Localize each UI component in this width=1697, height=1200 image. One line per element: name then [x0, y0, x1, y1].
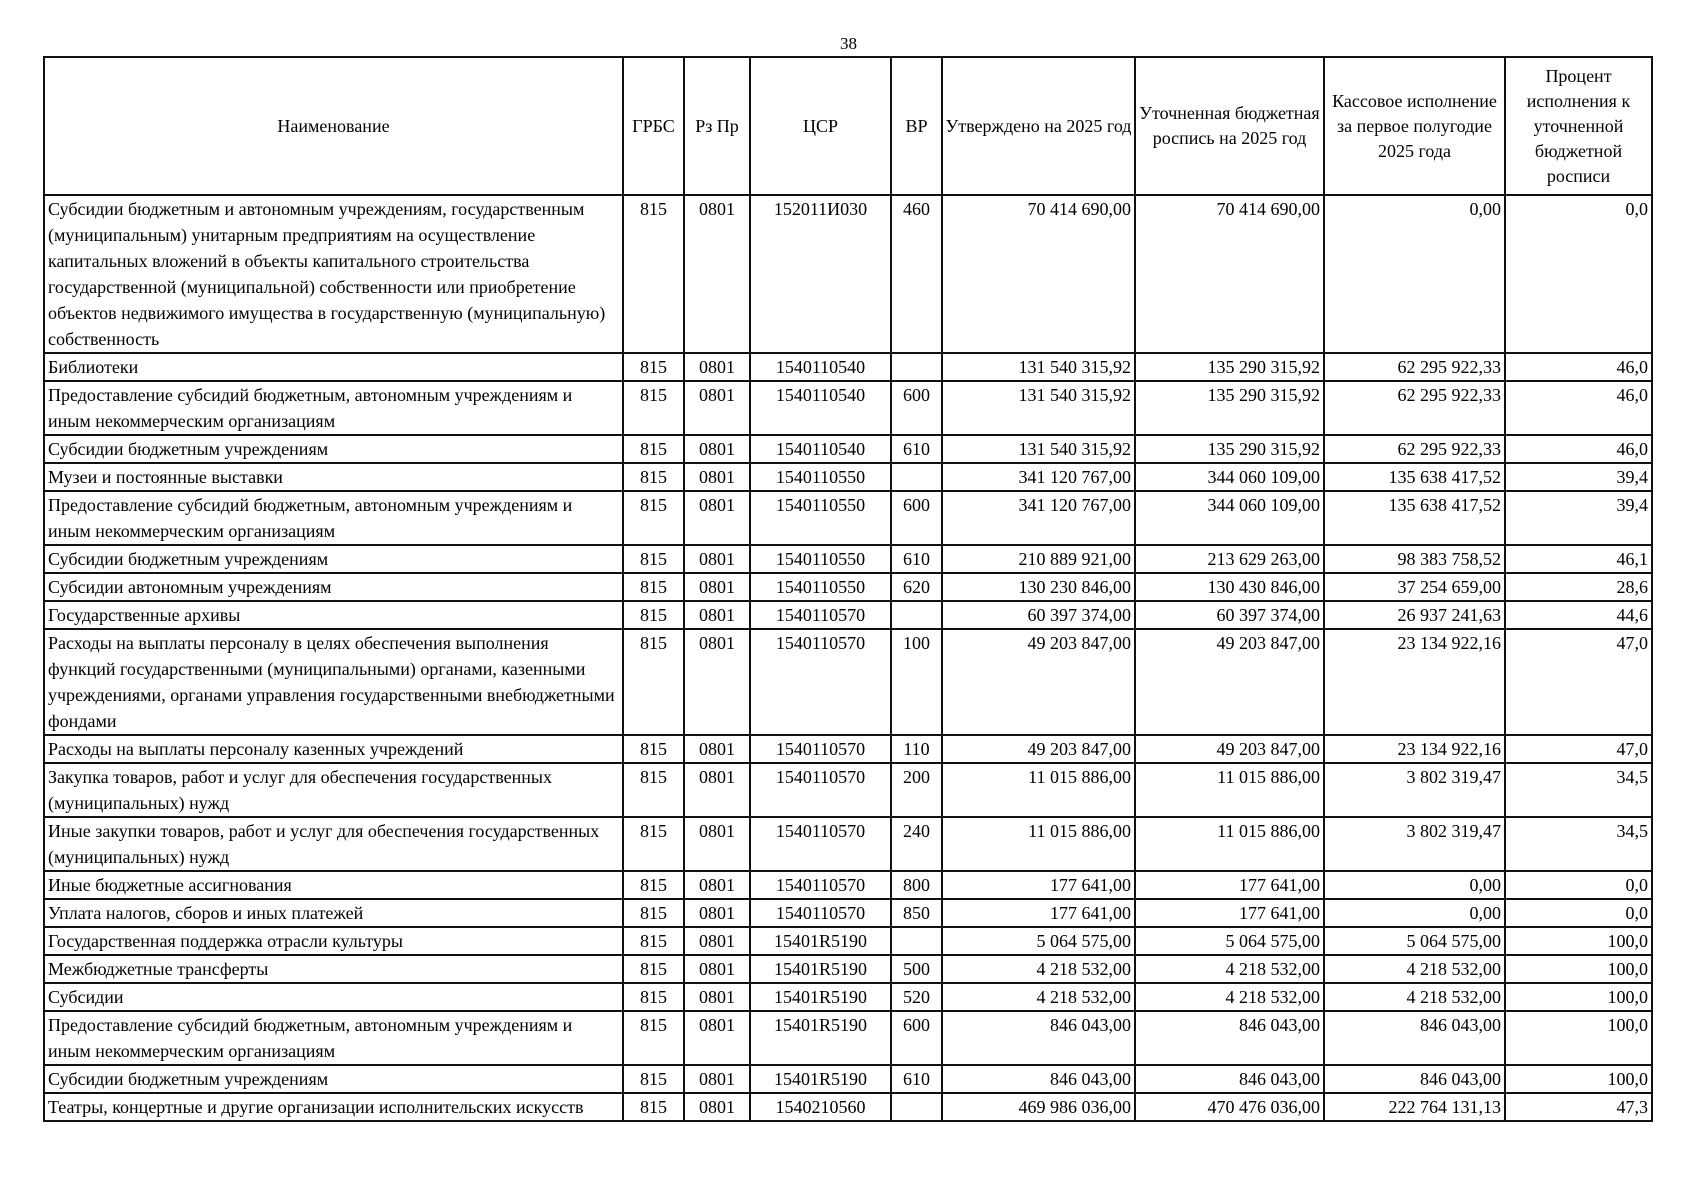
cell-percent: 46,0	[1505, 435, 1652, 463]
cell-vr	[891, 353, 942, 381]
cell-approved: 131 540 315,92	[942, 381, 1135, 435]
header-csr: ЦСР	[750, 57, 891, 195]
cell-grbs: 815	[623, 817, 684, 871]
cell-approved: 210 889 921,00	[942, 545, 1135, 573]
cell-rzpr: 0801	[684, 983, 750, 1011]
cell-vr: 100	[891, 629, 942, 735]
cell-name: Субсидии бюджетным учреждениям	[44, 545, 623, 573]
cell-csr: 1540110570	[750, 629, 891, 735]
cell-percent: 47,3	[1505, 1093, 1652, 1121]
cell-csr: 1540110540	[750, 353, 891, 381]
cell-cash: 222 764 131,13	[1324, 1093, 1505, 1121]
table-row	[44, 601, 1652, 629]
cell-percent: 100,0	[1505, 983, 1652, 1011]
cell-csr: 1540110570	[750, 817, 891, 871]
cell-name: Предоставление субсидий бюджетным, автономным учреждениям и иным некоммерческим организациям	[44, 491, 623, 545]
table-row	[44, 353, 1652, 381]
cell-rzpr: 0801	[684, 871, 750, 899]
cell-percent: 34,5	[1505, 763, 1652, 817]
cell-name: Субсидии автономным учреждениям	[44, 573, 623, 601]
cell-refined: 470 476 036,00	[1135, 1093, 1324, 1121]
header-vr: ВР	[891, 57, 942, 195]
cell-cash: 62 295 922,33	[1324, 381, 1505, 435]
cell-refined: 5 064 575,00	[1135, 927, 1324, 955]
cell-name: Межбюджетные трансферты	[44, 955, 623, 983]
cell-refined: 177 641,00	[1135, 871, 1324, 899]
table-row	[44, 381, 1652, 435]
table-row	[44, 573, 1652, 601]
table-row	[44, 491, 1652, 545]
cell-approved: 341 120 767,00	[942, 463, 1135, 491]
cell-grbs: 815	[623, 491, 684, 545]
page-number: 38	[840, 34, 857, 53]
cell-name: Субсидии бюджетным и автономным учреждениям, государственным (муниципальным) унитарным предприятиям на осуществление капитальных вложений в объекты капитального строительства государственной (муниципальной) собственности или приобретение объектов недвижимого имущества в государственную (муниципальную) собственность	[44, 195, 623, 353]
cell-percent: 46,1	[1505, 545, 1652, 573]
cell-approved: 131 540 315,92	[942, 353, 1135, 381]
table-row	[44, 1093, 1652, 1121]
cell-rzpr: 0801	[684, 545, 750, 573]
header-name: Наименование	[44, 57, 623, 195]
header-grbs: ГРБС	[623, 57, 684, 195]
cell-vr: 460	[891, 195, 942, 353]
cell-grbs: 815	[623, 1093, 684, 1121]
table-row	[44, 983, 1652, 1011]
cell-refined: 344 060 109,00	[1135, 491, 1324, 545]
cell-grbs: 815	[623, 545, 684, 573]
cell-name: Уплата налогов, сборов и иных платежей	[44, 899, 623, 927]
cell-csr: 1540110550	[750, 491, 891, 545]
header-percent: Процент исполнения к уточненной бюджетной росписи	[1505, 57, 1652, 195]
cell-vr: 110	[891, 735, 942, 763]
cell-percent: 34,5	[1505, 817, 1652, 871]
cell-percent: 46,0	[1505, 353, 1652, 381]
cell-approved: 49 203 847,00	[942, 629, 1135, 735]
cell-csr: 1540110570	[750, 899, 891, 927]
cell-name: Предоставление субсидий бюджетным, автономным учреждениям и иным некоммерческим организациям	[44, 1011, 623, 1065]
cell-approved: 4 218 532,00	[942, 983, 1135, 1011]
cell-rzpr: 0801	[684, 1065, 750, 1093]
cell-vr: 610	[891, 1065, 942, 1093]
cell-vr: 520	[891, 983, 942, 1011]
cell-percent: 0,0	[1505, 899, 1652, 927]
table-row	[44, 927, 1652, 955]
cell-name: Иные закупки товаров, работ и услуг для обеспечения государственных (муниципальных) нужд	[44, 817, 623, 871]
cell-percent: 46,0	[1505, 381, 1652, 435]
cell-name: Библиотеки	[44, 353, 623, 381]
table-row	[44, 1011, 1652, 1065]
cell-grbs: 815	[623, 629, 684, 735]
cell-grbs: 815	[623, 871, 684, 899]
table-row	[44, 463, 1652, 491]
cell-grbs: 815	[623, 983, 684, 1011]
cell-refined: 846 043,00	[1135, 1065, 1324, 1093]
cell-cash: 135 638 417,52	[1324, 491, 1505, 545]
cell-cash: 846 043,00	[1324, 1011, 1505, 1065]
cell-vr: 240	[891, 817, 942, 871]
cell-name: Расходы на выплаты персоналу казенных учреждений	[44, 735, 623, 763]
cell-percent: 0,0	[1505, 195, 1652, 353]
cell-grbs: 815	[623, 955, 684, 983]
cell-rzpr: 0801	[684, 763, 750, 817]
cell-csr: 15401R5190	[750, 927, 891, 955]
table-row	[44, 195, 1652, 353]
cell-refined: 213 629 263,00	[1135, 545, 1324, 573]
table-row	[44, 763, 1652, 817]
cell-cash: 37 254 659,00	[1324, 573, 1505, 601]
cell-approved: 469 986 036,00	[942, 1093, 1135, 1121]
cell-csr: 152011И030	[750, 195, 891, 353]
cell-percent: 28,6	[1505, 573, 1652, 601]
cell-cash: 4 218 532,00	[1324, 955, 1505, 983]
header-approved: Утверждено на 2025 год	[942, 57, 1135, 195]
cell-csr: 1540110540	[750, 435, 891, 463]
budget-table	[43, 56, 1653, 1122]
table-row	[44, 817, 1652, 871]
table-row	[44, 545, 1652, 573]
table-row	[44, 735, 1652, 763]
cell-vr: 610	[891, 435, 942, 463]
cell-cash: 62 295 922,33	[1324, 435, 1505, 463]
cell-rzpr: 0801	[684, 573, 750, 601]
header-cash: Кассовое исполнение за первое полугодие 2025 года	[1324, 57, 1505, 195]
cell-percent: 0,0	[1505, 871, 1652, 899]
table-row	[44, 629, 1652, 735]
cell-grbs: 815	[623, 353, 684, 381]
cell-refined: 344 060 109,00	[1135, 463, 1324, 491]
cell-grbs: 815	[623, 381, 684, 435]
cell-grbs: 815	[623, 601, 684, 629]
cell-refined: 49 203 847,00	[1135, 629, 1324, 735]
cell-csr: 1540110550	[750, 573, 891, 601]
cell-approved: 846 043,00	[942, 1065, 1135, 1093]
cell-csr: 1540110570	[750, 601, 891, 629]
cell-csr: 15401R5190	[750, 983, 891, 1011]
cell-rzpr: 0801	[684, 927, 750, 955]
cell-approved: 70 414 690,00	[942, 195, 1135, 353]
cell-vr: 800	[891, 871, 942, 899]
cell-percent: 39,4	[1505, 491, 1652, 545]
cell-name: Субсидии бюджетным учреждениям	[44, 1065, 623, 1093]
cell-csr: 1540110540	[750, 381, 891, 435]
cell-rzpr: 0801	[684, 1011, 750, 1065]
cell-grbs: 815	[623, 1065, 684, 1093]
cell-refined: 135 290 315,92	[1135, 381, 1324, 435]
cell-percent: 100,0	[1505, 1011, 1652, 1065]
cell-refined: 130 430 846,00	[1135, 573, 1324, 601]
cell-rzpr: 0801	[684, 463, 750, 491]
cell-cash: 846 043,00	[1324, 1065, 1505, 1093]
cell-vr	[891, 463, 942, 491]
cell-vr: 600	[891, 1011, 942, 1065]
cell-rzpr: 0801	[684, 601, 750, 629]
cell-percent: 39,4	[1505, 463, 1652, 491]
cell-refined: 70 414 690,00	[1135, 195, 1324, 353]
cell-rzpr: 0801	[684, 1093, 750, 1121]
cell-refined: 135 290 315,92	[1135, 353, 1324, 381]
cell-approved: 130 230 846,00	[942, 573, 1135, 601]
cell-grbs: 815	[623, 1011, 684, 1065]
cell-refined: 177 641,00	[1135, 899, 1324, 927]
cell-refined: 60 397 374,00	[1135, 601, 1324, 629]
cell-percent: 47,0	[1505, 735, 1652, 763]
cell-cash: 23 134 922,16	[1324, 629, 1505, 735]
cell-approved: 49 203 847,00	[942, 735, 1135, 763]
cell-vr: 600	[891, 381, 942, 435]
cell-cash: 4 218 532,00	[1324, 983, 1505, 1011]
cell-approved: 11 015 886,00	[942, 763, 1135, 817]
cell-cash: 0,00	[1324, 195, 1505, 353]
cell-refined: 49 203 847,00	[1135, 735, 1324, 763]
cell-approved: 60 397 374,00	[942, 601, 1135, 629]
cell-name: Театры, концертные и другие организации исполнительских искусств	[44, 1093, 623, 1121]
cell-approved: 5 064 575,00	[942, 927, 1135, 955]
cell-cash: 3 802 319,47	[1324, 817, 1505, 871]
cell-name: Иные бюджетные ассигнования	[44, 871, 623, 899]
cell-refined: 846 043,00	[1135, 1011, 1324, 1065]
cell-csr: 15401R5190	[750, 955, 891, 983]
cell-rzpr: 0801	[684, 195, 750, 353]
cell-csr: 1540110570	[750, 735, 891, 763]
cell-percent: 100,0	[1505, 927, 1652, 955]
cell-vr: 610	[891, 545, 942, 573]
cell-cash: 3 802 319,47	[1324, 763, 1505, 817]
cell-name: Расходы на выплаты персоналу в целях обеспечения выполнения функций государственными (муниципальными) органами, казенными учреждениями, органами управления государственными внебюджетными фондами	[44, 629, 623, 735]
cell-refined: 4 218 532,00	[1135, 983, 1324, 1011]
cell-grbs: 815	[623, 763, 684, 817]
header-rzpr: Рз Пр	[684, 57, 750, 195]
cell-cash: 23 134 922,16	[1324, 735, 1505, 763]
table-row	[44, 955, 1652, 983]
cell-cash: 0,00	[1324, 899, 1505, 927]
cell-grbs: 815	[623, 435, 684, 463]
cell-refined: 11 015 886,00	[1135, 817, 1324, 871]
cell-vr: 200	[891, 763, 942, 817]
cell-refined: 11 015 886,00	[1135, 763, 1324, 817]
cell-name: Закупка товаров, работ и услуг для обеспечения государственных (муниципальных) нужд	[44, 763, 623, 817]
cell-csr: 1540110570	[750, 763, 891, 817]
header-row	[44, 57, 1652, 195]
cell-cash: 5 064 575,00	[1324, 927, 1505, 955]
cell-vr	[891, 1093, 942, 1121]
cell-csr: 15401R5190	[750, 1011, 891, 1065]
cell-csr: 1540110550	[750, 545, 891, 573]
cell-grbs: 815	[623, 735, 684, 763]
cell-rzpr: 0801	[684, 955, 750, 983]
table-row	[44, 435, 1652, 463]
cell-rzpr: 0801	[684, 735, 750, 763]
cell-vr: 850	[891, 899, 942, 927]
cell-name: Музеи и постоянные выставки	[44, 463, 623, 491]
cell-cash: 62 295 922,33	[1324, 353, 1505, 381]
cell-vr: 600	[891, 491, 942, 545]
cell-percent: 100,0	[1505, 1065, 1652, 1093]
cell-rzpr: 0801	[684, 899, 750, 927]
cell-csr: 1540110570	[750, 871, 891, 899]
table-row	[44, 899, 1652, 927]
cell-cash: 98 383 758,52	[1324, 545, 1505, 573]
cell-percent: 47,0	[1505, 629, 1652, 735]
cell-grbs: 815	[623, 573, 684, 601]
cell-csr: 1540210560	[750, 1093, 891, 1121]
cell-name: Государственная поддержка отрасли культуры	[44, 927, 623, 955]
cell-cash: 135 638 417,52	[1324, 463, 1505, 491]
cell-rzpr: 0801	[684, 491, 750, 545]
cell-grbs: 815	[623, 927, 684, 955]
cell-approved: 846 043,00	[942, 1011, 1135, 1065]
cell-grbs: 815	[623, 463, 684, 491]
cell-approved: 131 540 315,92	[942, 435, 1135, 463]
cell-name: Субсидии бюджетным учреждениям	[44, 435, 623, 463]
cell-vr: 620	[891, 573, 942, 601]
cell-approved: 177 641,00	[942, 899, 1135, 927]
cell-percent: 100,0	[1505, 955, 1652, 983]
cell-name: Субсидии	[44, 983, 623, 1011]
cell-cash: 26 937 241,63	[1324, 601, 1505, 629]
cell-rzpr: 0801	[684, 629, 750, 735]
cell-approved: 11 015 886,00	[942, 817, 1135, 871]
cell-name: Государственные архивы	[44, 601, 623, 629]
cell-vr	[891, 927, 942, 955]
table-row	[44, 871, 1652, 899]
cell-rzpr: 0801	[684, 353, 750, 381]
cell-approved: 177 641,00	[942, 871, 1135, 899]
cell-percent: 44,6	[1505, 601, 1652, 629]
cell-refined: 135 290 315,92	[1135, 435, 1324, 463]
cell-name: Предоставление субсидий бюджетным, автономным учреждениям и иным некоммерческим организациям	[44, 381, 623, 435]
table-body	[44, 195, 1652, 1121]
header-refined: Уточненная бюджетная роспись на 2025 год	[1135, 57, 1324, 195]
cell-refined: 4 218 532,00	[1135, 955, 1324, 983]
cell-approved: 341 120 767,00	[942, 491, 1135, 545]
cell-rzpr: 0801	[684, 817, 750, 871]
cell-rzpr: 0801	[684, 381, 750, 435]
cell-csr: 1540110550	[750, 463, 891, 491]
cell-vr: 500	[891, 955, 942, 983]
cell-csr: 15401R5190	[750, 1065, 891, 1093]
cell-rzpr: 0801	[684, 435, 750, 463]
table-row	[44, 1065, 1652, 1093]
cell-grbs: 815	[623, 899, 684, 927]
cell-cash: 0,00	[1324, 871, 1505, 899]
cell-vr	[891, 601, 942, 629]
cell-approved: 4 218 532,00	[942, 955, 1135, 983]
cell-grbs: 815	[623, 195, 684, 353]
